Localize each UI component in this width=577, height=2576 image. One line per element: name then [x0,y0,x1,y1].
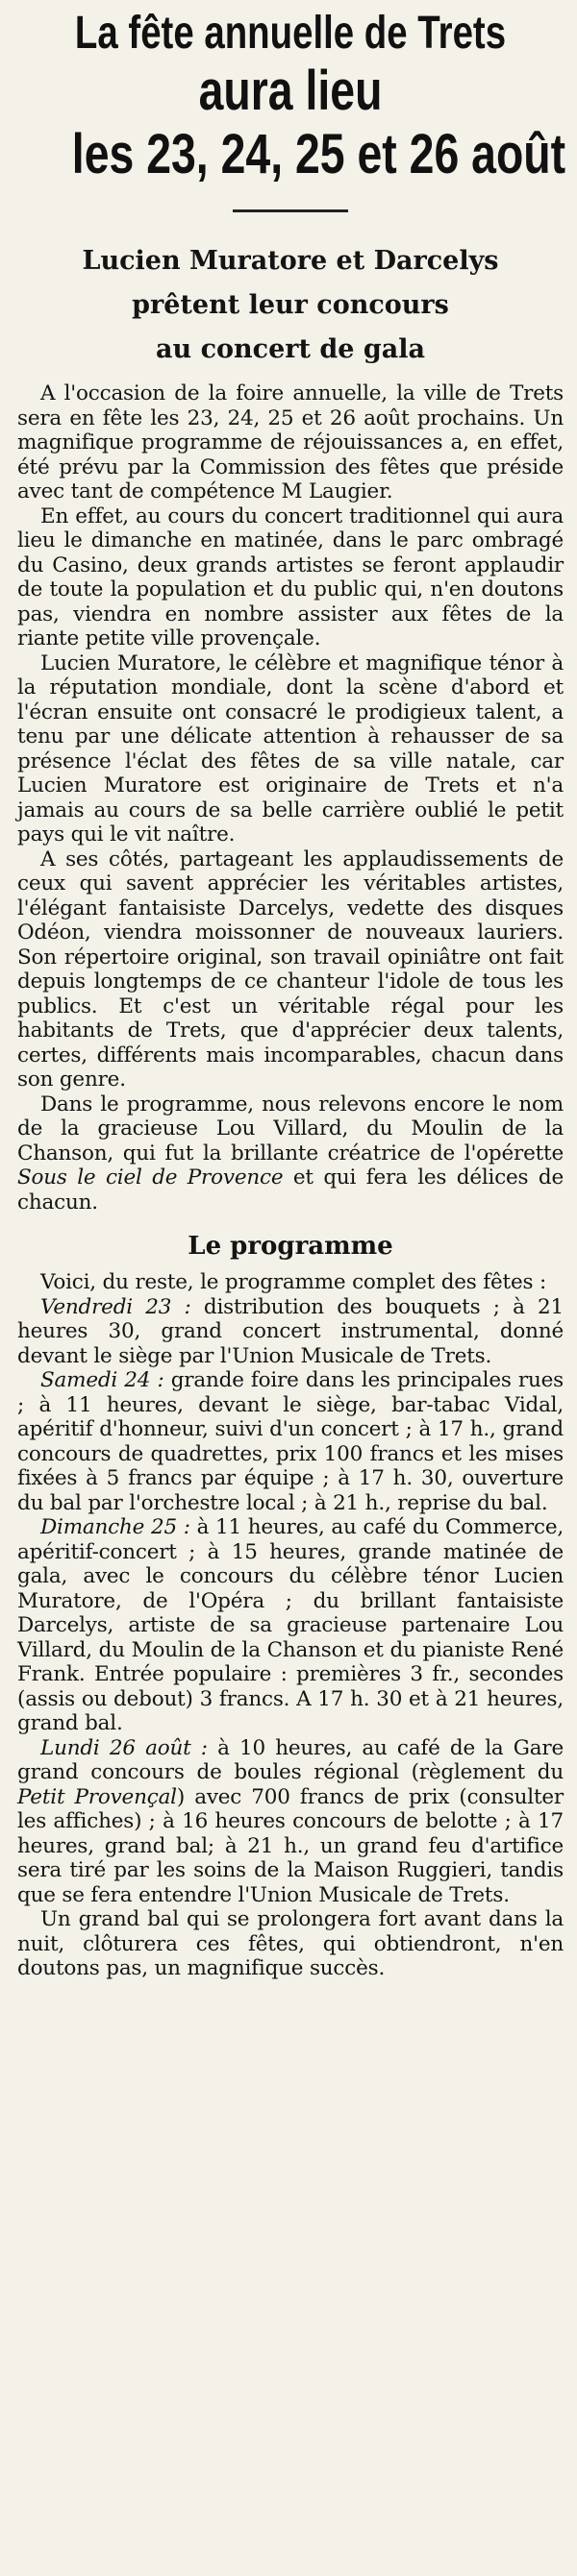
operetta-title: Sous le ciel de Provence [17,1165,284,1190]
headline-line-2: aura lieu [198,60,383,122]
paragraph-darcelys: A ses côtés, partageant les applaudissements de ceux qui savent apprécier les véritables artistes, l'élégant fantaisiste Darcelys, vedette des disques Odéon, viendra moissonner de nouveaux lauriers. Son répertoire original, son travail opiniâtre ont fait depuis longtemps de ce chanteur l'idole de tous les publics. Et c'est un véritable régal pour les habitants de Trets, que d'apprécier deux talents, certes, différents mais incomparables, chacun dans son genre. [17,846,564,1092]
paragraph-intro: A l'occasion de la foire annuelle, la ville de Trets sera en fête les 23, 24, 25 et 26 août prochains. Un magnifique programme de réjouissances a, en effet, été prévu par la Commission des fêtes que préside avec tant de compétence M Laugier. [17,381,564,503]
dimanche-text: à 11 heures, au café du Commerce, apéritif-concert ; à 15 heures, grande matinée de gala, avec le concours du célèbre ténor Lucien Muratore, de l'Opéra ; du brillant fantaisiste Darcelys, artiste de sa gracieuse partenaire Lou Villard, du Moulin de la Chanson et du pianiste René Frank. Entrée populaire : premières 3 fr., secondes (assis ou debout) 3 francs. A 17 h. 30 et à 21 heures, grand bal. [17,1515,564,1735]
headline [71,8,566,190]
paragraph-concert: En effet, au cours du concert traditionnel qui aura lieu le dimanche en matinée, dans le parc ombragé du Casino, deux grands artistes se feront applaudir de toute la population et du public qui, n'en doutons pas, viendra en nombre assister aux fêtes de la riante petite ville provençale. [17,503,564,650]
subheadline [17,239,564,372]
lou-villard-text-start: Dans le programme, nous relevons encore le nom de la gracieuse Lou Villard, du Moulin de la Chanson, qui fut la brillante créatrice de l'opérette [17,1092,564,1165]
programme-heading: Le programme [188,1232,393,1261]
lou-villard-text-end: et qui fera les délices de chacun. [17,1165,564,1214]
vendredi-text: distribution des bouquets ; à 21 heures 30, grand concert instrumental, donné devant le siège par l'Union Musicale de Trets. [17,1294,564,1368]
paragraph-muratore: Lucien Muratore, le célèbre et magnifique ténor à la réputation mondiale, dont la scène d'abord et l'écran ensuite ont consacré le prodigieux talent, a tenu par une délicate attention à rehausser de sa présence l'éclat des fêtes de sa ville natale, car Lucien Muratore est originaire de Trets et n'a jamais au cours de sa belle carrière oublié le petit pays qui le vit naître. [17,650,564,846]
newspaper-title: Petit Provençal [17,1784,177,1809]
paragraph-lou-villard [17,1092,564,1215]
programme-samedi [17,1368,564,1515]
programme-intro: Voici, du reste, le programme complet des fêtes : [40,1270,546,1294]
lundi-text-2: ) avec 700 francs de prix (consulter les affiches) ; à 16 heures concours de belotte ; à 17 heures, grand bal; à 21 h., un grand feu d'artifice sera tiré par les soins de la Maison Ruggieri, tandis que se fera entendre l'Union Musicale de Trets. [17,1784,564,1907]
day-lundi: Lundi 26 août : [40,1735,208,1760]
programme-closing: Un grand bal qui se prolongera fort avant dans la nuit, clôturera ces fêtes, qui obtiendront, n'en doutons pas, un magnifique succès. [17,1907,564,1980]
day-dimanche: Dimanche 25 : [40,1515,190,1539]
lundi-text-1: à 10 heures, au café de la Gare grand concours de boules régional (règlement du [17,1735,564,1784]
headline-line-1: La fête annuelle de Trets [74,8,507,59]
programme-vendredi [17,1295,564,1369]
separator-rule [233,209,348,212]
subheadline-line-2: prêtent leur concours [132,290,449,320]
day-samedi: Samedi 24 : [40,1368,164,1392]
day-vendredi: Vendredi 23 : [40,1294,191,1319]
subheadline-line-1: Lucien Muratore et Darcelys [82,246,499,276]
headline-line-3: les 23, 24, 25 et 26 août [71,123,566,185]
programme-lundi [17,1736,564,1908]
programme-dimanche [17,1515,564,1736]
samedi-text: grande foire dans les principales rues ; à 11 heures, devant le siège, bar-tabac Vidal, apéritif d'honneur, suivi d'un concert ; à 17 h., grand concours de quadrettes, prix 100 francs et les mises fixées à 5 francs par équipe ; à 17 h. 30, ouverture du bal par l'orchestre local ; à 21 h., reprise du bal. [17,1368,564,1515]
subheadline-line-3: au concert de gala [156,334,425,364]
